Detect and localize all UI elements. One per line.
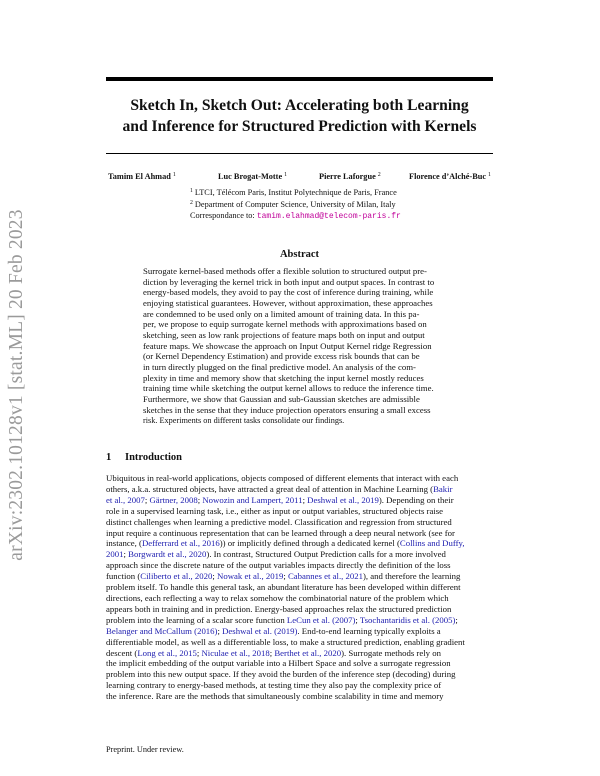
citation-link[interactable]: Gärtner, 2008 [149,495,198,505]
body-text-segment: ; [212,572,218,582]
author-affiliation-mark: 1 [488,172,492,178]
abstract-line: in turn directly plugged on the final predictive model. An analysis of the com- [143,362,416,372]
introduction-body [106,474,493,703]
body-line [106,507,516,518]
body-text-segment: differentiable model, as well as a differentiable loss, to make a structured prediction, enabling gradient [106,637,465,647]
author-affiliation-mark: 1 [172,172,176,178]
author-name: Pierre Laforgue [319,172,376,181]
email-link[interactable]: tamim.elahmad@telecom-paris.fr [256,212,401,222]
body-text-segment: ; [283,572,288,582]
body-text-segment: ). In contrast, Structured Output Prediction calls for a more involved [206,550,446,560]
abstract-line: feature maps. We showcase the approach on Input Output Kernel ridge Regression [143,341,432,351]
author [108,172,176,181]
abstract-line: Surrogate kernel-based methods offer a flexible solution to structured output pre- [143,267,427,276]
body-text-segment: problem into this new output space. If they avoid the burden of the inference step (decoding) during [106,670,456,680]
title-line-2: and Inference for Structured Prediction with Kernels [122,118,477,135]
body-line [106,485,516,496]
body-line [106,681,516,692]
body-line [106,627,516,638]
citation-link[interactable]: Nowak et al., 2019 [217,572,284,582]
body-text-segment: distinct challenges when learning a predictive model. Classification and regression from structured [106,517,452,527]
author [218,172,287,181]
body-text-segment: ; [355,615,360,625]
body-line [106,496,516,507]
footer-note: Preprint. Under review. [106,745,184,754]
body-text-segment: )) or implicitly defined through a dedicated kernel ( [219,539,400,549]
body-text-segment: descent ( [106,648,138,658]
abstract-line: enjoying statistical guarantees. However, without approximation, these approaches [143,298,433,308]
body-text-segment: instance, ( [106,539,142,549]
section-title: Introduction [125,452,182,463]
body-text-segment: ; [123,550,129,560]
body-line [106,692,516,703]
body-text-segment: ; [269,648,275,658]
correspondence-label: Correspondance to: [190,211,255,221]
author-name: Luc Brogat-Motte [218,172,283,181]
body-line [106,572,516,583]
body-text-segment: ; [455,615,458,625]
abstract-line: plexity in time and memory show that sketching the input kernel mostly reduces [143,373,424,383]
section-number: 1 [106,452,112,463]
section-heading [106,452,182,463]
body-line [106,539,516,550]
author [319,172,381,181]
paper-title [106,95,493,137]
abstract-line: per, we propose to equip surrogate kernel methods with approximations based on [143,320,427,330]
affiliation-2 [190,198,401,210]
body-line [106,616,516,627]
body-text-segment: approach since the discrete nature of the output variables impacts directly the definition of the loss [106,561,451,571]
citation-link[interactable]: Defferrard et al., 2016 [141,539,220,549]
body-text-segment: ). Depending on their [378,495,454,505]
citation-link[interactable]: Nowozin and Lampert, 2011 [202,495,303,505]
abstract-line: energy-based models, they avoid to pay the cost of inference during training, while [143,288,434,298]
body-text-segment: directions, each reflecting a way to relax somehow the combinatorial nature of the problem which [106,593,449,603]
body-text-segment: appears both in training and in prediction. Energy-based approaches relax the structured prediction [106,604,452,614]
body-line [106,594,516,605]
body-text-segment: ). Surrogate methods rely on [341,648,441,658]
body-text-segment: problem into the learning of a scalar score function [106,615,287,625]
body-line [106,649,516,660]
affiliation-1 [190,186,401,198]
citation-link[interactable]: Deshwal et al. (2019) [222,626,298,636]
abstract-line: are condemned to be used only on a limited amount of training data. In this pa- [143,309,420,319]
author-list [108,172,503,184]
title-line-1: Sketch In, Sketch Out: Accelerating both Learning [130,97,469,114]
citation-link[interactable]: et al., 2007 [106,495,145,505]
citation-link[interactable]: Deshwal et al., 2019 [307,495,379,505]
body-text-segment: others, a.k.a. structured objects, have attracted a great deal of attention in Machine Learning ( [106,484,434,494]
citation-link[interactable]: LeCun et al. (2007) [286,615,356,625]
body-text-segment: ), and therefore the learning [363,572,461,582]
citation-link[interactable]: Long et al., 2015 [137,648,197,658]
author [409,172,491,181]
author-name: Tamim El Ahmad [108,172,171,181]
body-line [106,659,516,670]
body-text-segment: ; [144,495,150,505]
arxiv-identifier-stamp: arXiv:2302.10128v1 [stat.ML] 20 Feb 2023 [6,209,27,561]
abstract-line: risk. Experiments on different tasks consolidate our findings. [143,416,345,426]
citation-link[interactable]: Collins and Duffy, [399,539,465,549]
body-text-segment: problem itself. To handle this general task, an abundant literature has been developed within different [106,583,461,593]
body-text-segment: the inference. Rare are the methods that simultaneously combine scalability in time and memory [106,692,444,702]
body-text-segment: ; [197,495,203,505]
body-line [106,605,516,616]
citation-link[interactable]: Ciliberto et al., 2020 [140,572,213,582]
citation-link[interactable]: Bakir [433,484,453,494]
title-bottom-rule [106,153,493,154]
citation-link[interactable]: Borgwardt et al., 2020 [128,550,207,560]
body-text-segment: Ubiquitous in real-world applications, objects composed of different elements that interact with each [106,474,459,483]
body-line [106,550,516,561]
body-line [106,638,516,649]
correspondence [190,210,401,222]
body-text-segment: ; [302,495,308,505]
affiliations [190,186,401,223]
citation-link[interactable]: 2001 [106,550,124,560]
body-line [106,529,516,540]
body-line [106,474,516,485]
body-text-segment: input require a continuous representation that can be learned through a deep neural network (see for [106,528,455,538]
abstract-heading: Abstract [279,249,320,260]
author-affiliation-mark: 2 [377,172,381,178]
citation-link[interactable]: Tsochantaridis et al. (2005) [359,615,456,625]
author-affiliation-mark: 1 [284,172,288,178]
body-line [106,561,516,572]
body-text-segment: role in a supervised learning task, i.e., either as input or output variables, structured objects raise [106,506,444,516]
body-line [106,670,516,681]
abstract-line: training time while sketching the output kernel allows to reduce the inference time. [143,384,434,394]
abstract-body [143,267,460,427]
citation-link[interactable]: Niculae et al., 2018 [201,648,270,658]
affiliation-mark: 1 [190,188,193,194]
title-top-rule [106,77,493,81]
author-name: Florence d’Alché-Buc [409,172,487,181]
body-text-segment: ; [217,626,223,636]
body-text-segment: the implicit embedding of the output variable into a Hilbert Space and solve a surrogate regression [106,659,451,669]
affiliation-text: LTCI, Télécom Paris, Institut Polytechnique de Paris, France [194,188,397,197]
citation-link[interactable]: Berthet et al., 2020 [274,648,342,658]
body-text-segment: learning contrary to energy-based methods, at testing time they also pay the complexity price of [106,681,442,691]
body-text-segment: function ( [106,572,141,582]
abstract-line: (or Kernel Dependency Estimation) and provide excess risk bounds that can be [143,352,420,362]
citation-link[interactable]: Belanger and McCallum (2016) [106,626,218,636]
affiliation-text: Department of Computer Science, University of Milan, Italy [194,200,396,210]
abstract-line: sketches in the sense that they induce projection operators ensuring a small excess [143,405,431,415]
abstract-line: sketching, seen as low rank projections of feature maps both on input and output [143,330,425,340]
abstract-line: diction by leveraging the kernel trick in both input and output spaces. In contrast to [143,277,435,287]
abstract-line: Furthermore, we show that Gaussian and sub-Gaussian sketches are admissible [143,394,420,404]
body-text-segment: . End-to-end learning typically exploits a [297,626,441,636]
body-text-segment: ; [196,648,202,658]
body-line [106,518,516,529]
affiliation-mark: 2 [190,200,193,207]
citation-link[interactable]: Cabannes et al., 2021 [287,572,364,582]
body-line [106,583,516,594]
